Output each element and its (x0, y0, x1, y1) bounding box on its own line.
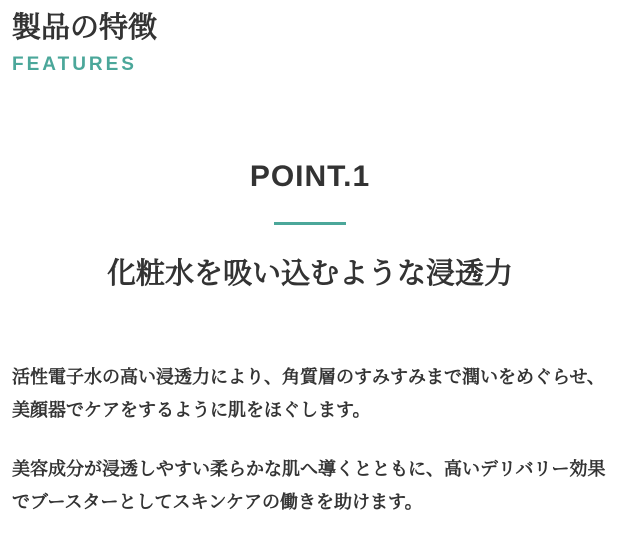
paragraph-2-line-1: 美容成分が浸透しやすい柔らかな肌へ導くとともに、高いデリバリー効果 (12, 459, 606, 479)
point-title: 化粧水を吸い込むような浸透力 (106, 258, 513, 290)
features-header (0, 0, 620, 76)
paragraph-1-line-2: 美顔器でケアをするように肌をほぐします。 (12, 400, 371, 420)
paragraph-2-line-2: でブースターとしてスキンケアの働きを助けます。 (12, 492, 423, 512)
section-title: 製品の特徴 (12, 12, 158, 44)
section-subtitle-en: FEATURES (12, 54, 137, 75)
paragraph-1 (12, 361, 612, 427)
point-description (0, 361, 620, 519)
point-number: POINT.1 (249, 160, 371, 193)
accent-divider (274, 222, 346, 225)
paragraph-1-line-1: 活性電子水の高い浸透力により、角質層のすみすみまで潤いをめぐらせ、 (12, 367, 605, 387)
point-block (0, 158, 620, 295)
paragraph-2 (12, 453, 612, 519)
